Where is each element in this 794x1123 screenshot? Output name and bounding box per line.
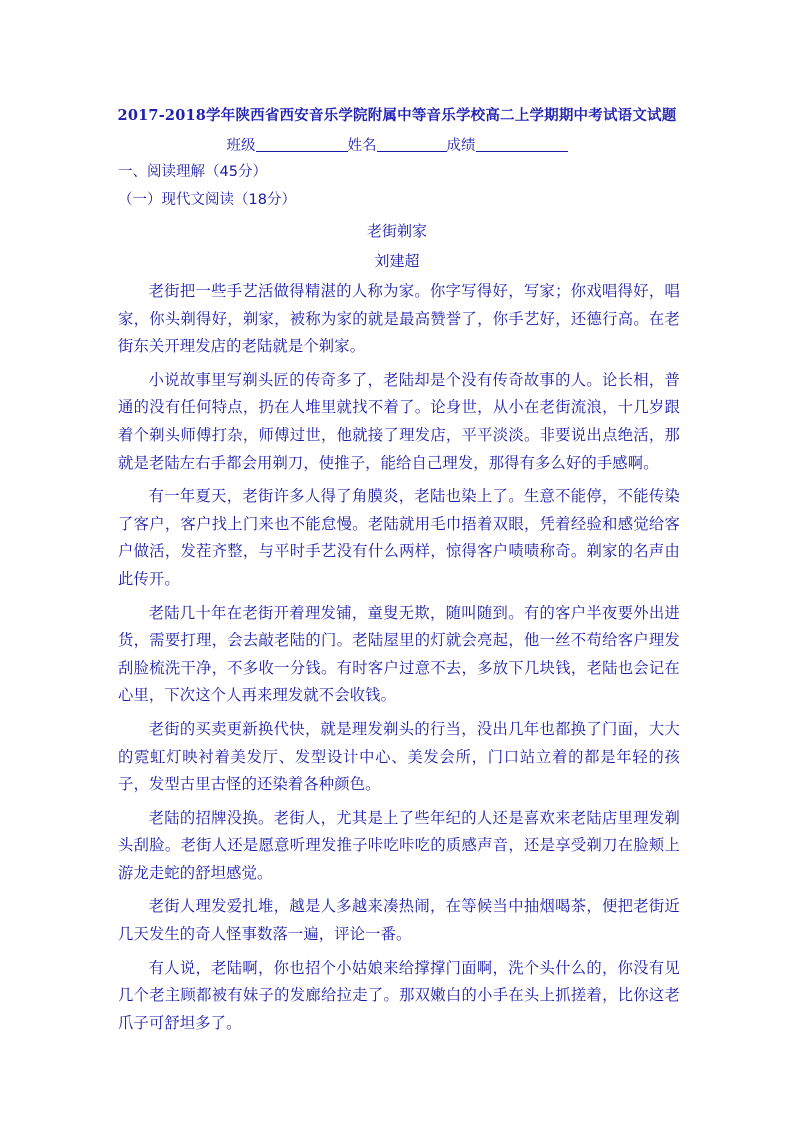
paragraph: 老街人理发爱扎堆，越是人多越来凑热闹，在等候当中抽烟喝茶，便把老街近几天发生的奇人怪事数落一遍，评论一番。	[118, 897, 680, 944]
student-info-line	[0, 134, 794, 155]
name-label: 姓名	[347, 138, 377, 154]
paragraph: 老街的买卖更新换代快，就是理发剃头的行当，没出几年也都换了门面，大大的霓虹灯映衬着美发厅、发型设计中心、美发会所，门口站立着的都是年轻的孩子，发型古里古怪的还染着各种颜色。	[118, 719, 680, 794]
score-label: 成绩	[446, 138, 476, 154]
class-blank[interactable]	[256, 137, 348, 152]
name-blank[interactable]	[377, 137, 447, 152]
class-label: 班级	[226, 138, 256, 154]
paragraph: 小说故事里写剃头匠的传奇多了，老陆却是个没有传奇故事的人。论长相，普通的没有任何特点，扔在人堆里就找不着了。论身世，从小在老街流浪，十几岁跟着个剃头师傅打杂，师傅过世，他就接了理发店，平平淡淡。非要说出点绝活，那就是老陆左右手都会用剃刀，使推子，能给自己理发，那得有多么好的手感啊。	[118, 370, 680, 472]
paragraph: 有一年夏天，老街许多人得了角膜炎，老陆也染上了。生意不能停，不能传染了客户，客户找上门来也不能怠慢。老陆就用毛巾捂着双眼，凭着经验和感觉给客户做活，发茬齐整，与平时手艺没有什么两样，惊得客户啧啧称奇。剃家的名声由此传开。	[118, 487, 680, 588]
paragraph: 老陆的招牌没换。老街人，尤其是上了些年纪的人还是喜欢来老陆店里理发剃头刮脸。老街人还是愿意听理发推子咔吃咔吃的质感声音，还是享受剃刀在脸颊上游龙走蛇的舒坦感觉。	[118, 808, 680, 882]
article-author: 刘建超	[374, 252, 420, 270]
paragraph: 老陆几十年在老街开着理发铺，童叟无欺，随叫随到。有的客户半夜要外出进货，需要打理，会去敲老陆的门。老陆屋里的灯就会亮起，他一丝不苟给客户理发刮脸梳洗干净，不多收一分钱。有时客户过意不去，多放下几块钱，老陆也会记在心里，下次这个人再来理发就不会收钱。	[118, 603, 680, 705]
paragraph: 老街把一些手艺活做得精湛的人称为家。你字写得好，写家；你戏唱得好，唱家，你头剃得好，剃家，被称为家的就是最高赞誉了，你手艺好，还德行高。在老街东关开理发店的老陆就是个剃家。	[118, 282, 680, 356]
article-body	[118, 278, 680, 1043]
score-blank[interactable]	[476, 137, 568, 152]
section-heading-modern-reading: （一）现代文阅读（18分）	[118, 192, 296, 208]
article-title: 老街剃家	[366, 222, 427, 240]
exam-title: 2017-2018学年陕西省西安音乐学院附属中等音乐学校高二上学期期中考试语文试题	[117, 107, 677, 124]
paragraph: 有人说，老陆啊，你也招个小姑娘来给撑撑门面啊，洗个头什么的，你没有见几个老主顾都被有妹子的发廊给拉走了。那双嫩白的小手在头上抓搓着，比你这老爪子可舒坦多了。	[118, 958, 680, 1032]
section-heading-reading: 一、阅读理解（45分）	[118, 164, 267, 180]
